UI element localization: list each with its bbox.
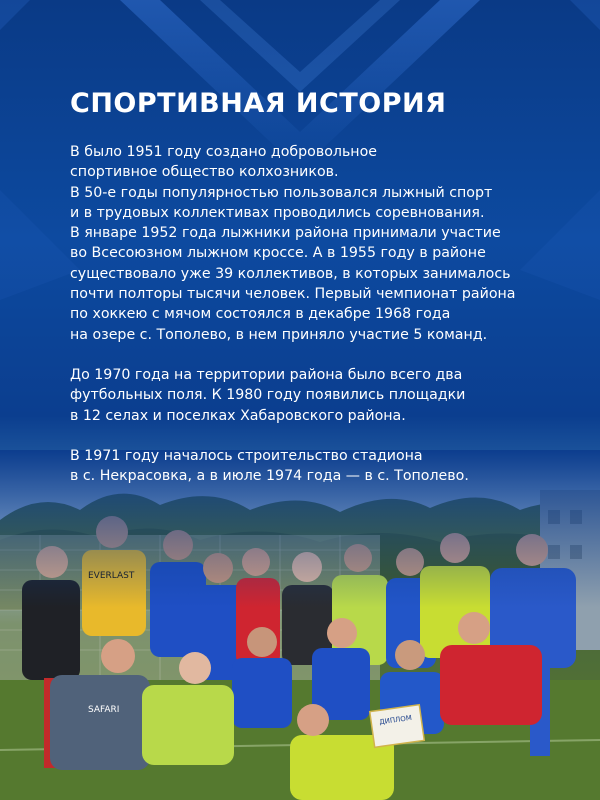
history-paragraph-2: До 1970 года на территории района было всего два футбольных поля. К 1980 году появились площадки в 12 селах и поселках Хабаровского района. bbox=[70, 366, 466, 424]
history-paragraph-1: В было 1951 году создано добровольное спортивное общество колхозников. В 50-е годы популярностью пользовался лыжный спорт и в трудовых коллективах проводились соревнования. В январе 1952 года лыжники района принимали участие во Всесоюзном лыжном кроссе. А в 1955 году в районе существовало уже 39 коллективов, в которых занималось почти полторы тысячи человек. Первый чемпионат района по хоккею с мячом состоялся в декабре 1968 года на озере с. Тополево, в нем приняло участие 5 команд. bbox=[70, 144, 516, 343]
page-title: СПОРТИВНАЯ ИСТОРИЯ bbox=[70, 88, 447, 119]
history-text bbox=[70, 142, 570, 506]
history-paragraph-3: В 1971 году началось строительство стадиона в с. Некрасовка, а в июле 1974 года — в с. Тополево. bbox=[70, 447, 469, 485]
